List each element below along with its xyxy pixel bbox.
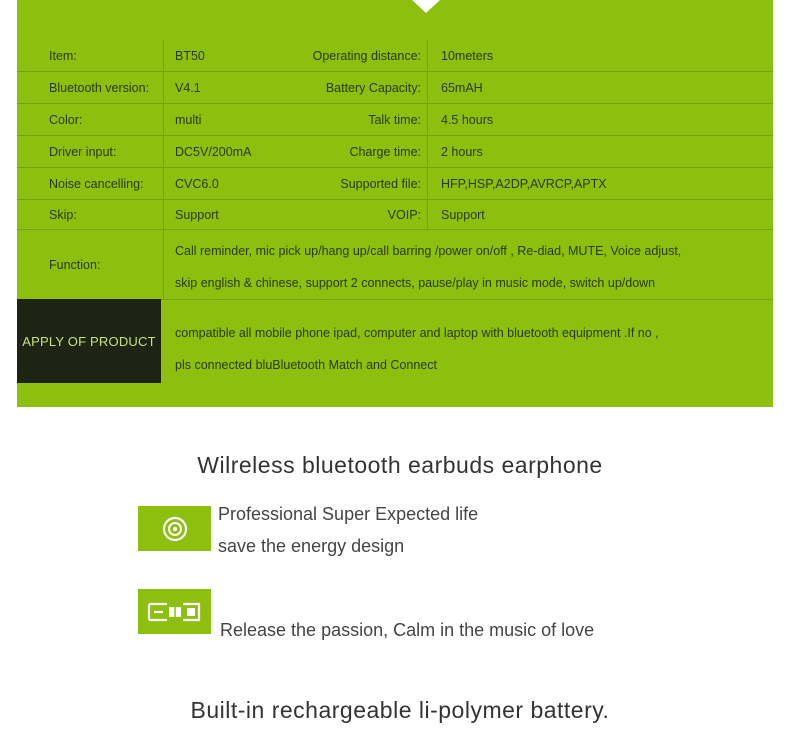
function-line: skip english & chinese, support 2 connects, pause/play in music mode, switch up/down (175, 276, 656, 290)
spec-value: multi (175, 112, 202, 127)
apply-line: pls connected bluBluetooth Match and Connect (175, 358, 437, 372)
battery-plug-icon (138, 589, 211, 634)
spec-label: Driver input: (49, 144, 117, 159)
spec-label: Item: (49, 48, 77, 63)
function-line: Call reminder, mic pick up/hang up/call barring /power on/off , Re-diad, MUTE, Voice adjust, (175, 244, 682, 258)
spec-value: 2 hours (441, 144, 483, 159)
spec-value: 10meters (441, 48, 494, 63)
spec-label: Charge time: (349, 144, 421, 159)
spec-row (17, 72, 773, 104)
apply-label: APPLY OF PRODUCT (17, 299, 161, 383)
spec-row (17, 104, 773, 136)
spec-label: Color: (49, 112, 83, 127)
function-label: Function: (49, 257, 101, 272)
spec-label: Bluetooth version: (49, 80, 150, 95)
footer-heading: Built-in rechargeable li-polymer battery. (190, 697, 610, 723)
spec-row (17, 200, 773, 230)
spec-table (17, 0, 773, 407)
disc-icon (138, 506, 211, 551)
spec-value: Support (441, 207, 485, 222)
spec-value: 65mAH (441, 80, 483, 95)
spec-label: Supported file: (340, 176, 421, 191)
spec-label: Battery Capacity: (325, 80, 421, 95)
spec-row (17, 40, 773, 72)
spec-label: Noise cancelling: (49, 176, 144, 191)
panel-notch (412, 0, 440, 13)
spec-value: V4.1 (175, 80, 201, 95)
spec-label: Talk time: (368, 112, 421, 127)
spec-value: HFP,HSP,A2DP,AVRCP,APTX (441, 176, 607, 191)
feature-line: Release the passion, Calm in the music of love (220, 620, 595, 640)
spec-row (17, 136, 773, 168)
spec-label: VOIP: (387, 207, 421, 222)
spec-label: Operating distance: (312, 48, 421, 63)
spec-value: DC5V/200mA (175, 144, 252, 159)
spec-row (17, 168, 773, 200)
spec-label: Skip: (49, 207, 77, 222)
section-heading: Wilreless bluetooth earbuds earphone (197, 452, 603, 478)
spec-value: Support (175, 207, 219, 222)
apply-line: compatible all mobile phone ipad, computer and laptop with bluetooth equipment .If no , (175, 326, 659, 340)
feature-line: Professional Super Expected life (218, 504, 479, 524)
spec-value: 4.5 hours (441, 112, 494, 127)
function-row (17, 230, 773, 300)
spec-value: BT50 (175, 48, 205, 63)
spec-value: CVC6.0 (175, 176, 219, 191)
feature-line: save the energy design (218, 536, 405, 556)
